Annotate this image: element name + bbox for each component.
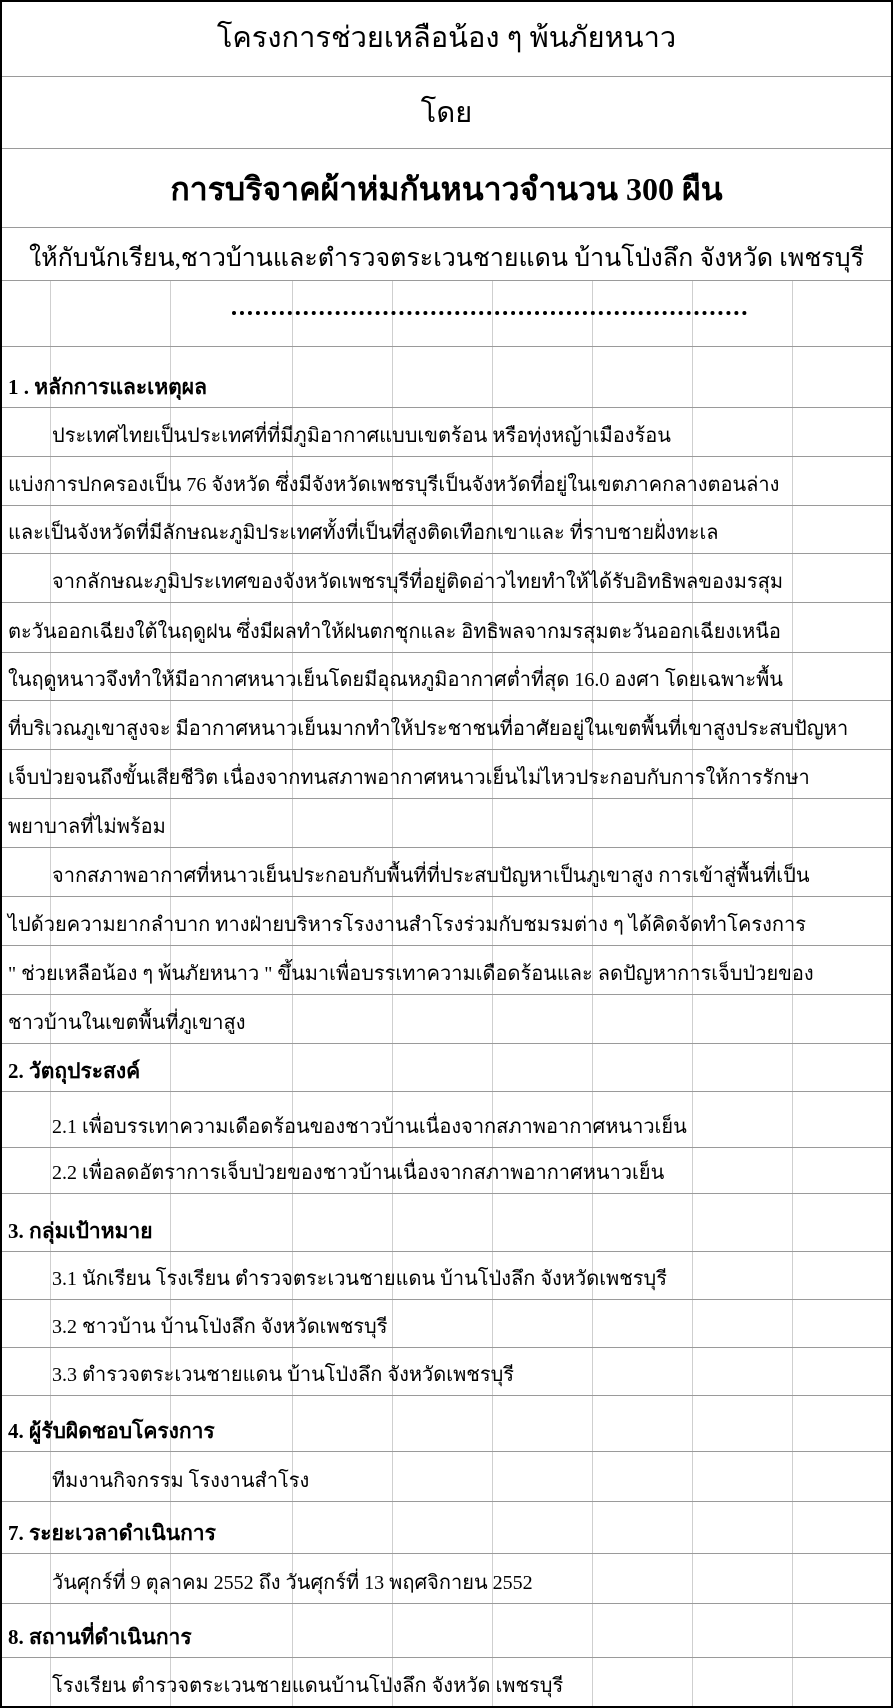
principle-line: ประเทศไทยเป็นประเทศที่ที่มีภูมิอากาศแบบเขตร้อน หรือทุ่งหญ้าเมืองร้อน (52, 425, 671, 447)
text-line (2, 603, 891, 653)
venue-heading: 8. สถานที่ดำเนินการ (8, 1625, 192, 1649)
beneficiaries-text: ให้กับนักเรียน,ชาวบ้านและตำรวจตระเวนชายแดน บ้านโป่งลึก จังหวัด เพชรบุรี (28, 245, 865, 272)
target-item: 3.2 ชาวบ้าน บ้านโป่งลึก จังหวัดเพชรบุรี (52, 1316, 388, 1338)
text-line (2, 750, 891, 799)
text-line (2, 457, 891, 506)
beneficiaries-row (2, 228, 891, 281)
dotted-row (2, 281, 891, 347)
principle-line: ตะวันออกเฉียงใต้ในฤดูฝน ซึ่งมีผลทำให้ฝนตกชุกและ อิทธิพลจากมรสุมตะวันออกเฉียงเหนือ (8, 621, 781, 643)
responsible-heading: 4. ผู้รับผิดชอบโครงการ (8, 1419, 215, 1443)
section-heading (2, 1604, 891, 1658)
text-line (2, 653, 891, 701)
by-label: โดย (420, 97, 473, 129)
objective-item: 2.2 เพื่อลดอัตราการเจ็บป่วยของชาวบ้านเนื่องจากสภาพอากาศหนาวเย็น (52, 1162, 665, 1184)
principle-line: ไปด้วยความยากลำบาก ทางฝ่ายบริหารโรงงานสำโรงร่วมกับชมรมต่าง ๆ ได้คิดจัดทำโครงการ (8, 914, 806, 936)
target-item: 3.1 นักเรียน โรงเรียน ตำรวจตระเวนชายแดน บ้านโป่งลึก จังหวัดเพชรบุรี (52, 1268, 667, 1290)
text-line (2, 554, 891, 603)
list-item (2, 1092, 891, 1148)
text-line (2, 848, 891, 897)
list-item (2, 1300, 891, 1348)
text-line (2, 1452, 891, 1502)
principle-line: ในฤดูหนาวจึงทำให้มีอากาศหนาวเย็นโดยมีอุณหภูมิอากาศต่ำที่สุด 16.0 องศา โดยเฉพาะพื้น (8, 669, 783, 691)
section-heading (2, 347, 891, 408)
text-line (2, 1658, 891, 1706)
principle-line: จากสภาพอากาศที่หนาวเย็นประกอบกับพื้นที่ที่ประสบปัญหาเป็นภูเขาสูง การเข้าสู่พื้นที่เป็น (52, 865, 810, 887)
duration-heading: 7. ระยะเวลาดำเนินการ (8, 1521, 216, 1545)
section-heading (2, 1502, 891, 1554)
principle-line: จากลักษณะภูมิประเทศของจังหวัดเพชรบุรีที่อยู่ติดอ่าวไทยทำให้ได้รับอิทธิพลของมรสุม (52, 571, 784, 593)
responsible-text: ทีมงานกิจกรรม โรงงานสำโรง (52, 1470, 310, 1492)
principle-line: ที่บริเวณภูเขาสูงจะ มีอากาศหนาวเย็นมากทำให้ประชาชนที่อาศัยอยู่ในเขตพื้นที่เขาสูงประสบปัญหา (8, 718, 849, 740)
donation-heading: การบริจาคผ้าห่มกันหนาวจำนวน 300 ผืน (170, 171, 723, 207)
donation-row (2, 149, 891, 228)
duration-text: วันศุกร์ที่ 9 ตุลาคม 2552 ถึง วันศุกร์ที่ 13 พฤศจิกายน 2552 (52, 1572, 533, 1594)
principle-heading: 1 . หลักการและเหตุผล (8, 375, 207, 399)
objectives-heading: 2. วัตถุประสงค์ (8, 1059, 141, 1083)
text-line (2, 701, 891, 750)
list-item (2, 1148, 891, 1194)
text-line (2, 506, 891, 554)
text-line (2, 897, 891, 946)
text-line (2, 1554, 891, 1604)
list-item (2, 1348, 891, 1396)
targets-heading: 3. กลุ่มเป้าหมาย (8, 1219, 153, 1243)
project-title: โครงการช่วยเหลือน้อง ๆ พ้นภัยหนาว (216, 22, 677, 54)
section-heading (2, 1194, 891, 1252)
dotted-line (232, 311, 747, 315)
title-row (2, 2, 891, 77)
text-line (2, 408, 891, 457)
section-heading (2, 1044, 891, 1092)
objective-item: 2.1 เพื่อบรรเทาความเดือดร้อนของชาวบ้านเนื่องจากสภาพอากาศหนาวเย็น (52, 1116, 687, 1138)
section-heading (2, 1396, 891, 1452)
principle-line: แบ่งการปกครองเป็น 76 จังหวัด ซึ่งมีจังหวัดเพชรบุรีเป็นจังหวัดที่อยู่ในเขตภาคกลางตอนล่าง (8, 474, 780, 496)
text-line (2, 799, 891, 848)
principle-line: " ช่วยเหลือน้อง ๆ พ้นภัยหนาว " ขึ้นมาเพื่อบรรเทาความเดือดร้อนและ ลดปัญหาการเจ็บป่วยของ (8, 963, 814, 985)
principle-line: และเป็นจังหวัดที่มีลักษณะภูมิประเทศทั้งที่เป็นที่สูงติดเทือกเขาและ ที่ราบชายฝั่งทะเล (8, 522, 719, 544)
venue-text: โรงเรียน ตำรวจตระเวนชายแดนบ้านโป่งลึก จังหวัด เพชรบุรี (52, 1675, 564, 1697)
by-row (2, 77, 891, 149)
principle-line: ชาวบ้านในเขตพื้นที่ภูเขาสูง (8, 1012, 246, 1034)
text-line (2, 995, 891, 1044)
text-line (2, 946, 891, 995)
principle-line: เจ็บป่วยจนถึงขั้นเสียชีวิต เนื่องจากทนสภาพอากาศหนาวเย็นไม่ไหวประกอบกับการให้การรักษา (8, 767, 810, 789)
target-item: 3.3 ตำรวจตระเวนชายแดน บ้านโป่งลึก จังหวัดเพชรบุรี (52, 1364, 515, 1386)
principle-line: พยาบาลที่ไม่พร้อม (8, 816, 166, 838)
list-item (2, 1252, 891, 1300)
